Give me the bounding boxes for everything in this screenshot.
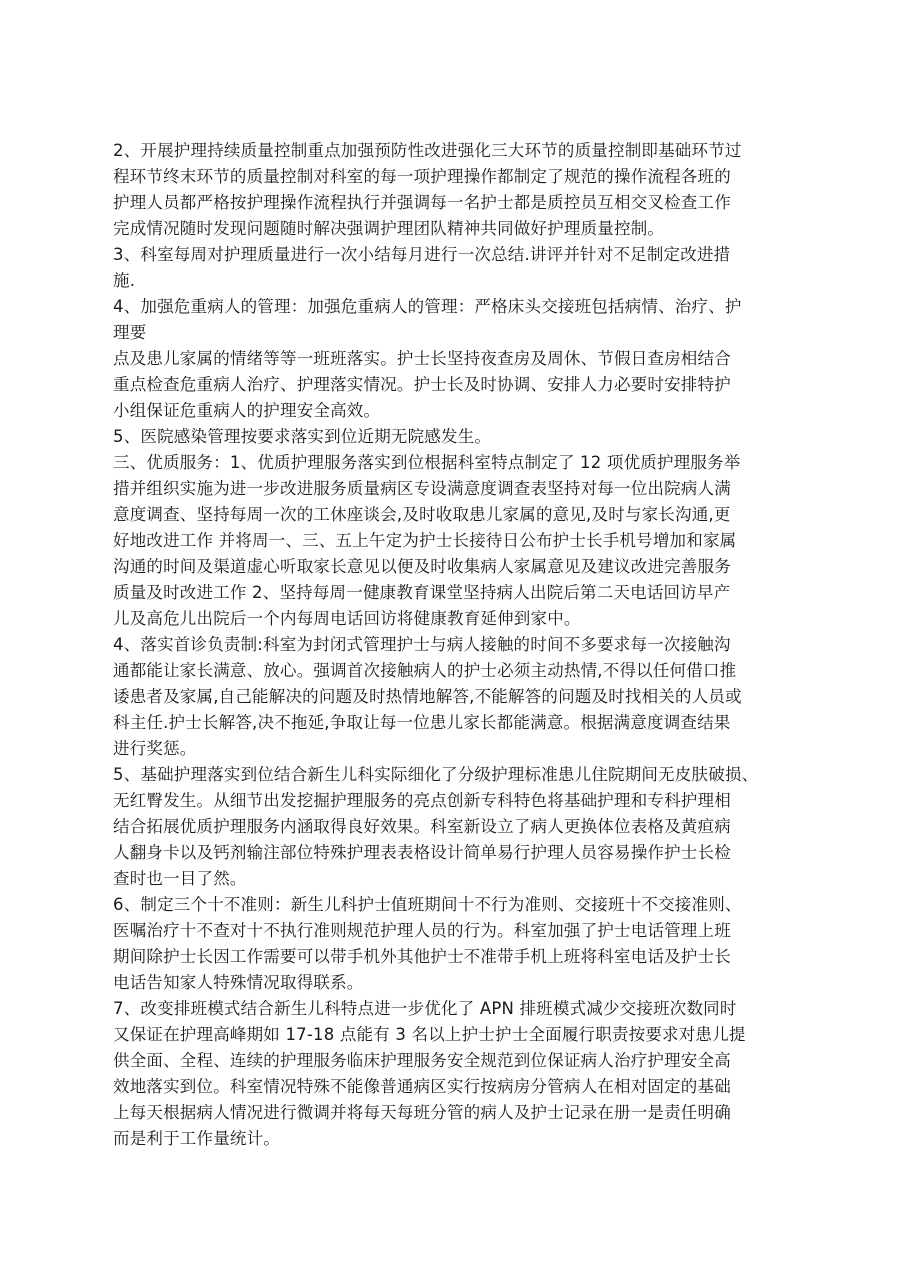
text-line: 又保证在护理高峰期如 17-18 点能有 3 名以上护士护士全面履行职责按要求对患儿提	[113, 1025, 746, 1044]
text-line: 小组保证危重病人的护理安全高效。	[113, 401, 381, 420]
text-line: 施.	[113, 271, 136, 290]
text-line: 电话告知家人特殊情况取得联系。	[113, 973, 364, 992]
text-line: 5、医院感染管理按要求落实到位近期无院感发生。	[113, 427, 492, 446]
text-line: 质量及时改进工作 2、坚持每周一健康教育课堂坚持病人出院后第二天电话回访早产	[113, 583, 731, 602]
text-line: 三、优质服务：1、优质护理服务落实到位根据科室特点制定了 12 项优质护理服务举	[113, 453, 741, 472]
text-line: 意度调查、坚持每周一次的工休座谈会,及时收取患儿家属的意见,及时与家长沟通,更	[113, 505, 731, 524]
text-line: 措并组织实施为进一步改进服务质量病区专设满意度调查表坚持对每一位出院病人满	[113, 479, 731, 498]
text-line: 供全面、全程、连续的护理服务临床护理服务安全规范到位保证病人治疗护理安全高	[113, 1051, 731, 1070]
text-line: 人翻身卡以及钙剂输注部位特殊护理表表格设计简单易行护理人员容易操作护士长检	[113, 843, 731, 862]
text-line: 7、改变排班模式结合新生儿科特点进一步优化了 APN 排班模式减少交接班次数同时	[113, 999, 737, 1018]
text-line: 4、加强危重病人的管理：加强危重病人的管理：严格床头交接班包括病情、治疗、护	[113, 297, 742, 316]
text-line: 效地落实到位。科室情况特殊不能像普通病区实行按病房分管病人在相对固定的基础	[113, 1077, 731, 1096]
text-line: 进行奖惩。	[113, 739, 197, 758]
text-line: 诿患者及家属,自己能解决的问题及时热情地解答,不能解答的问题及时找相关的人员或	[113, 687, 742, 706]
text-line: 期间除护士长因工作需要可以带手机外其他护士不准带手机上班将科室电话及护士长	[113, 947, 731, 966]
text-line: 护理人员都严格按护理操作流程执行并强调每一名护士都是质控员互相交叉检查工作	[113, 193, 731, 212]
text-line: 好地改进工作 并将周一、三、五上午定为护士长接待日公布护士长手机号增加和家属	[113, 531, 737, 550]
text-line: 4、落实首诊负责制:科室为封闭式管理护士与病人接触的时间不多要求每一次接触沟	[113, 635, 731, 654]
text-line: 3、科室每周对护理质量进行一次小结每月进行一次总结.讲评并针对不足制定改进措	[113, 245, 731, 264]
text-line: 而是利于工作量统计。	[113, 1129, 280, 1148]
text-line: 程环节终末环节的质量控制对科室的每一项护理操作都制定了规范的操作流程各班的	[113, 167, 731, 186]
text-line: 2、开展护理持续质量控制重点加强预防性改进强化三大环节的质量控制即基础环节过	[113, 141, 742, 160]
text-line: 查时也一目了然。	[113, 869, 247, 888]
text-line: 重点检查危重病人治疗、护理落实情况。护士长及时协调、安排人力必要时安排特护	[113, 375, 731, 394]
text-line: 完成情况随时发现问题随时解决强调护理团队精神共同做好护理质量控制。	[113, 219, 665, 238]
text-line: 无红臀发生。从细节出发挖掘护理服务的亮点创新专科特色将基础护理和专科护理相	[113, 791, 731, 810]
text-line: 上每天根据病人情况进行微调并将每天每班分管的病人及护士记录在册一是责任明确	[113, 1103, 731, 1122]
text-line: 医嘱治疗十不查对十不执行准则规范护理人员的行为。科室加强了护士电话管理上班	[113, 921, 731, 940]
text-line: 沟通的时间及渠道虚心听取家长意见以便及时收集病人家属意见及建议改进完善服务	[113, 557, 731, 576]
document-body	[113, 138, 843, 1152]
text-line: 儿及高危儿出院后一个内每周电话回访将健康教育延伸到家中。	[113, 609, 581, 628]
text-line: 科主任.护士长解答,决不拖延,争取让每一位患儿家长都能满意。根据满意度调查结果	[113, 713, 731, 732]
text-line: 点及患儿家属的情绪等等一班班落实。护士长坚持夜查房及周休、节假日查房相结合	[113, 349, 731, 368]
text-line: 6、制定三个十不准则：新生儿科护士值班期间十不行为准则、交接班十不交接准则、	[113, 895, 742, 914]
text-line: 通都能让家长满意、放心。强调首次接触病人的护士必须主动热情,不得以任何借口推	[113, 661, 737, 680]
text-line: 结合拓展优质护理服务内涵取得良好效果。科室新设立了病人更换体位表格及黄疸病	[113, 817, 731, 836]
text-line: 理要	[113, 323, 147, 342]
text-line: 5、基础护理落实到位结合新生儿科实际细化了分级护理标准患儿住院期间无皮肤破损、	[113, 765, 759, 784]
